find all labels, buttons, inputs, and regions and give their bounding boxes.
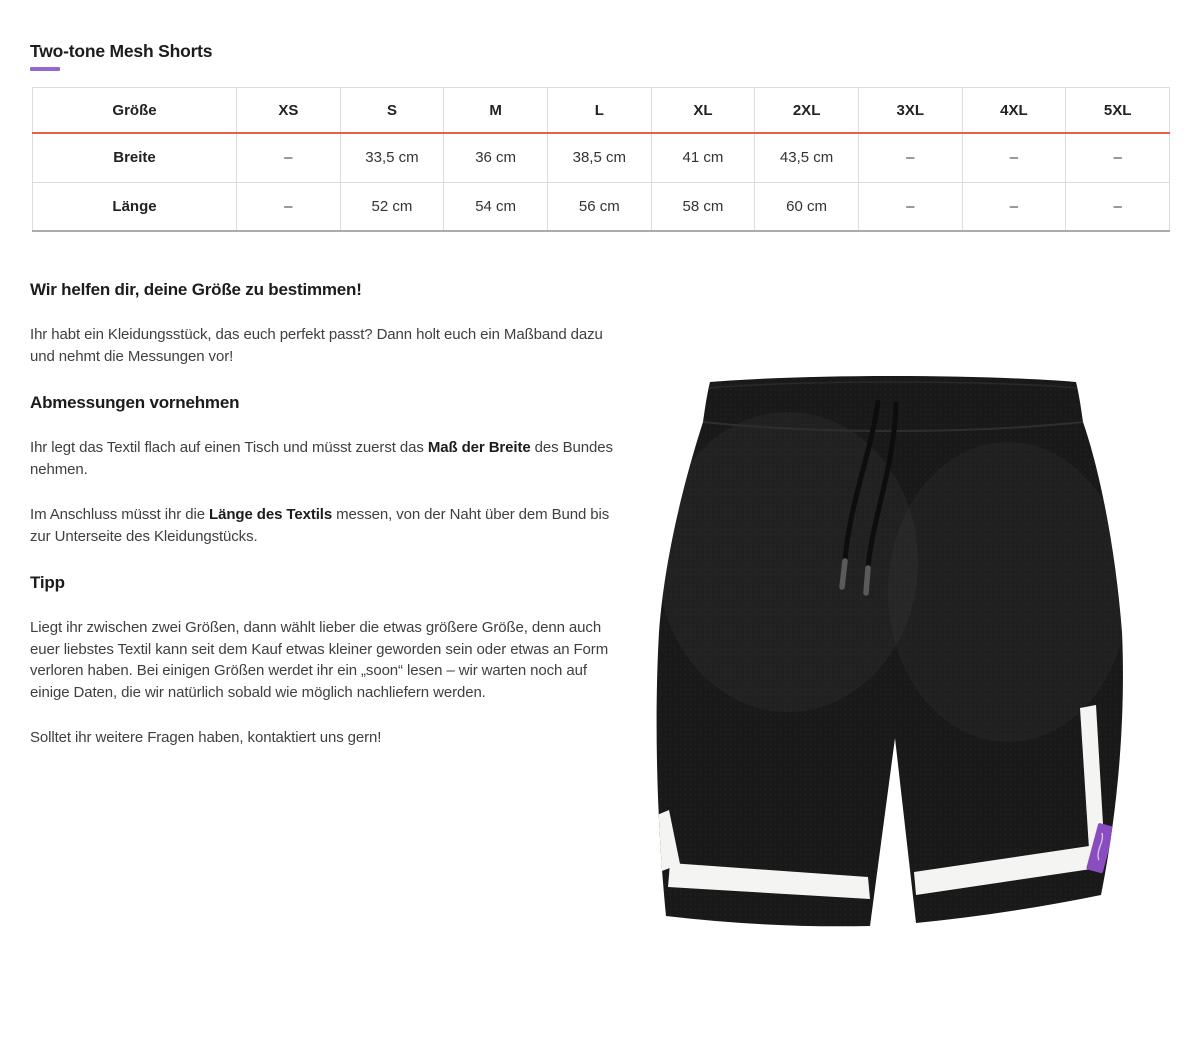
size-col-4xl: 4XL bbox=[962, 88, 1066, 134]
laenge-m: 54 cm bbox=[444, 182, 548, 231]
title-accent-bar bbox=[30, 67, 60, 71]
product-photo-mesh-shorts bbox=[648, 362, 1136, 940]
help-heading: Wir helfen dir, deine Größe zu bestimmen! bbox=[30, 280, 362, 299]
tip-heading: Tipp bbox=[30, 573, 65, 592]
laenge-4xl: – bbox=[962, 182, 1066, 231]
size-col-2xl: 2XL bbox=[755, 88, 859, 134]
laenge-xs: – bbox=[237, 182, 341, 231]
fabric-highlight-left bbox=[658, 412, 918, 712]
table-row-breite bbox=[33, 133, 1170, 182]
laenge-l: 56 cm bbox=[547, 182, 651, 231]
measure-paragraph-2 bbox=[30, 504, 630, 547]
laenge-5xl: – bbox=[1066, 182, 1170, 231]
measure-p1-bold: Maß der Breite bbox=[427, 439, 531, 456]
size-col-s: S bbox=[340, 88, 444, 134]
contact-paragraph: Solltet ihr weitere Fragen haben, kontaktiert uns gern! bbox=[30, 729, 382, 746]
drawstring-right-aglet bbox=[866, 568, 868, 593]
laenge-xl: 58 cm bbox=[651, 182, 755, 231]
measure-p2-post: messen, von der Naht über dem Bund bis zur Unterseite des Kleidungstücks. bbox=[30, 506, 610, 545]
breite-xs: – bbox=[237, 133, 341, 182]
sizing-help-text bbox=[30, 280, 630, 773]
measure-p1-pre: Ihr legt das Textil flach auf einen Tisch und müsst zuerst das bbox=[30, 439, 428, 456]
laenge-3xl: – bbox=[858, 182, 962, 231]
breite-m: 36 cm bbox=[444, 133, 548, 182]
breite-xl: 41 cm bbox=[651, 133, 755, 182]
laenge-s: 52 cm bbox=[340, 182, 444, 231]
help-paragraph: Ihr habt ein Kleidungsstück, das euch perfekt passt? Dann holt euch ein Maßband dazu und nehmt die Messungen vor! bbox=[30, 326, 603, 365]
row-label-laenge: Länge bbox=[33, 182, 237, 231]
size-col-5xl: 5XL bbox=[1066, 88, 1170, 134]
page-title: Two-tone Mesh Shorts bbox=[30, 41, 213, 61]
breite-5xl: – bbox=[1066, 133, 1170, 182]
size-col-l: L bbox=[547, 88, 651, 134]
size-col-3xl: 3XL bbox=[858, 88, 962, 134]
breite-l: 38,5 cm bbox=[547, 133, 651, 182]
size-table-header-row bbox=[33, 88, 1170, 134]
measure-p2-bold: Länge des Textils bbox=[209, 506, 333, 523]
breite-3xl: – bbox=[858, 133, 962, 182]
tip-paragraph: Liegt ihr zwischen zwei Größen, dann wählt lieber die etwas größere Größe, denn auch euer liebstes Textil kann seit dem Kauf etwas kleiner geworden sein oder etwas an Form verloren haben. Bei einigen Größen werdet ihr ein „soon“ lesen – wir warten noch auf einige Daten, die wir natürlich sobald wie möglich nachliefern werden. bbox=[30, 619, 609, 701]
fabric-highlight-right bbox=[888, 442, 1128, 742]
breite-4xl: – bbox=[962, 133, 1066, 182]
drawstring-left-aglet bbox=[842, 561, 845, 587]
breite-s: 33,5 cm bbox=[340, 133, 444, 182]
size-table-corner: Größe bbox=[33, 88, 237, 134]
size-col-xs: XS bbox=[237, 88, 341, 134]
size-col-xl: XL bbox=[651, 88, 755, 134]
row-label-breite: Breite bbox=[33, 133, 237, 182]
size-table bbox=[32, 87, 1170, 232]
measure-paragraph-1 bbox=[30, 437, 630, 480]
breite-2xl: 43,5 cm bbox=[755, 133, 859, 182]
laenge-2xl: 60 cm bbox=[755, 182, 859, 231]
size-col-m: M bbox=[444, 88, 548, 134]
table-row-laenge bbox=[33, 182, 1170, 231]
measure-p2-pre: Im Anschluss müsst ihr die bbox=[30, 506, 210, 523]
measure-p1-post: des Bundes nehmen. bbox=[30, 439, 613, 478]
measure-heading: Abmessungen vornehmen bbox=[30, 393, 240, 412]
